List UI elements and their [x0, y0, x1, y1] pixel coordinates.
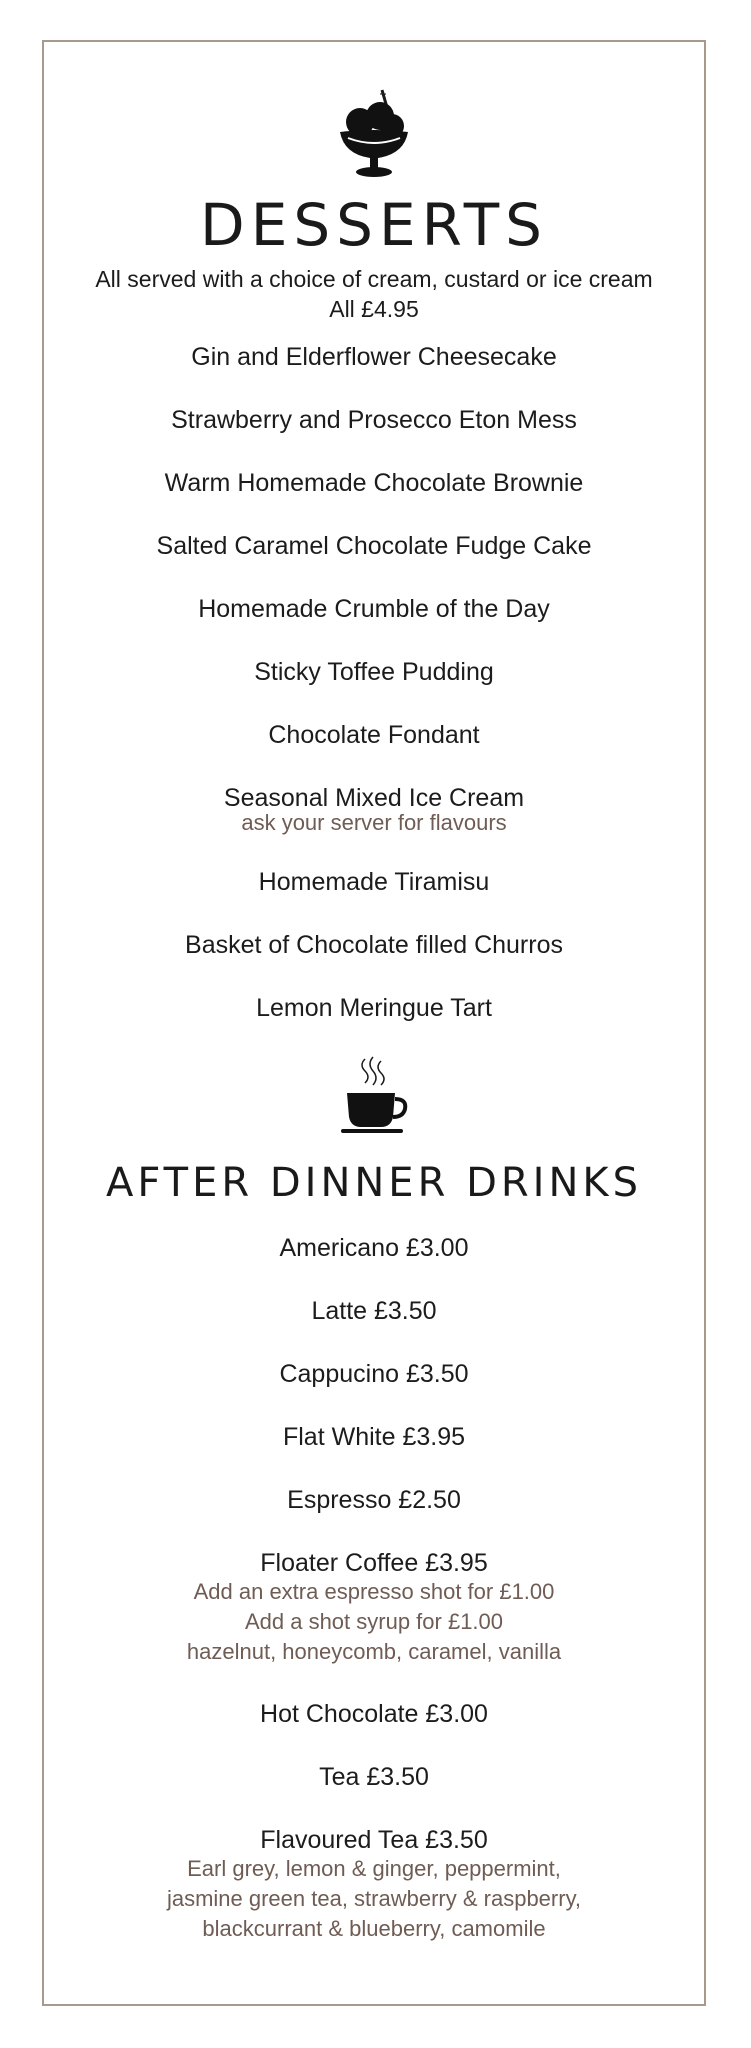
dessert-item: Strawberry and Prosecco Eton Mess — [171, 406, 577, 434]
drink-note: jasmine green tea, strawberry & raspberry, — [166, 1886, 582, 1911]
dessert-item: Seasonal Mixed Ice Cream — [223, 784, 525, 812]
drink-note: Earl grey, lemon & ginger, peppermint, — [187, 1856, 561, 1881]
drink-note: Add an extra espresso shot for £1.00 — [193, 1579, 555, 1604]
desserts-title: DESSERTS — [200, 191, 548, 259]
drinks-title: AFTER DINNER DRINKS — [105, 1160, 643, 1206]
dessert-item: Homemade Tiramisu — [258, 868, 490, 896]
dessert-item: Sticky Toffee Pudding — [254, 658, 494, 686]
desserts-list — [44, 342, 704, 1023]
dessert-item: Gin and Elderflower Cheesecake — [191, 343, 557, 371]
desserts-price: All £4.95 — [329, 296, 419, 322]
drink-item: Latte £3.50 — [311, 1297, 437, 1325]
coffee-cup-icon — [339, 1055, 409, 1137]
drink-item: Cappucino £3.50 — [279, 1360, 469, 1388]
dessert-item: Salted Caramel Chocolate Fudge Cake — [156, 532, 592, 560]
dessert-item: Chocolate Fondant — [268, 721, 480, 749]
drink-item: Floater Coffee £3.95 — [260, 1549, 488, 1577]
drink-note: blackcurrant & blueberry, camomile — [202, 1916, 546, 1941]
drink-item: Hot Chocolate £3.00 — [260, 1700, 488, 1728]
drink-note: Add a shot syrup for £1.00 — [244, 1609, 504, 1634]
drink-note: hazelnut, honeycomb, caramel, vanilla — [186, 1639, 562, 1664]
drink-item: Americano £3.00 — [279, 1234, 469, 1262]
desserts-serving-note: All served with a choice of cream, custard or ice cream — [95, 266, 653, 292]
drink-item: Flat White £3.95 — [282, 1423, 466, 1451]
desserts-subtitle — [44, 264, 704, 324]
dessert-item: Lemon Meringue Tart — [256, 994, 492, 1022]
dessert-item: Warm Homemade Chocolate Brownie — [164, 469, 584, 497]
ice-cream-sundae-icon — [334, 88, 414, 182]
dessert-item: Basket of Chocolate filled Churros — [185, 931, 563, 959]
dessert-note: ask your server for flavours — [241, 810, 507, 835]
dessert-item: Homemade Crumble of the Day — [198, 595, 550, 623]
menu-page — [44, 42, 704, 1942]
drinks-list — [44, 1233, 704, 1942]
drink-item: Espresso £2.50 — [287, 1486, 461, 1514]
drink-item: Flavoured Tea £3.50 — [260, 1826, 488, 1854]
drink-item: Tea £3.50 — [319, 1763, 429, 1791]
